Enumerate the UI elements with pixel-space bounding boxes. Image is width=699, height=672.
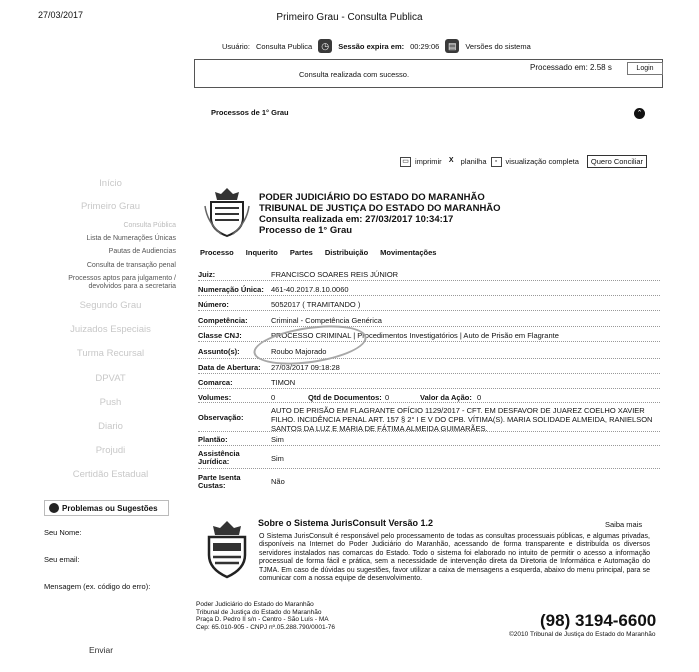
copyright: ©2010 Tribunal de Justiça do Estado do Maranhão xyxy=(509,631,656,638)
user-bar xyxy=(222,39,531,53)
observation-label: Observação: xyxy=(198,413,244,422)
submenu-pautas[interactable]: Pautas de Audiencias xyxy=(108,248,176,255)
subject-value: Roubo Majorado xyxy=(271,347,327,356)
number-label: Número: xyxy=(198,300,229,309)
field-row xyxy=(198,431,660,444)
versions-icon[interactable]: ▤ xyxy=(445,39,459,53)
observation-value: AUTO DE PRISÃO EM FLAGRANTE OFÍCIO 1129/2017 - CFT. EM DESFAVOR DE JUAREZ COELHO XAVIER FILHO. INCIDÊNCIA PENAL ART. 157 § 2° I E V DO CPB. VÍTIMA(S). MARIA SOLIDADE ALMEIDA, RANIELSON SANTOS DA LUZ E MARIA DE FÁTIMA ALMEIDA GUIMARÃES. xyxy=(271,406,653,433)
court-seal-icon xyxy=(203,186,251,238)
collapse-icon[interactable]: ⌃ xyxy=(634,108,645,119)
tab-partes[interactable]: Partes xyxy=(289,248,313,257)
menu-diario[interactable]: Diario xyxy=(98,421,123,432)
page-title: Primeiro Grau - Consulta Publica xyxy=(276,12,423,23)
tab-processo[interactable]: Processo xyxy=(200,248,234,257)
field-row xyxy=(198,326,660,340)
tab-inquerito[interactable]: Inquerito xyxy=(245,248,278,257)
field-row xyxy=(198,280,660,294)
field-row xyxy=(198,373,660,387)
field-row xyxy=(198,402,660,432)
processed-time: Processado em: 2.58 s xyxy=(530,63,612,72)
menu-inicio[interactable]: Início xyxy=(99,178,122,189)
court-line-2: TRIBUNAL DE JUSTIÇA DO ESTADO DO MARANHÃO xyxy=(259,203,501,214)
session-label: Sessão expira em: xyxy=(338,41,405,51)
conciliate-button[interactable]: Quero Conciliar xyxy=(587,155,647,168)
competence-value: Criminal - Competência Genérica xyxy=(271,316,382,325)
address-line-2: Tribunal de Justiça do Estado do Maranhão xyxy=(196,608,322,616)
opening-date-value: 27/03/2017 09:18:28 xyxy=(271,363,340,372)
menu-primeiro-grau[interactable]: Primeiro Grau xyxy=(80,201,141,212)
competence-label: Competência: xyxy=(198,316,248,325)
session-value: 00:29:06 xyxy=(410,41,440,51)
court-line-1: PODER JUDICIÁRIO DO ESTADO DO MARANHÃO xyxy=(259,192,485,203)
menu-certidao[interactable]: Certidão Estadual xyxy=(72,469,149,480)
opening-date-label: Data de Abertura: xyxy=(198,363,261,372)
court-line-3: Consulta realizada em: 27/03/2017 10:34:17 xyxy=(259,214,454,225)
process-tabs xyxy=(200,248,436,257)
volumes-value: 0 xyxy=(271,393,276,402)
field-row xyxy=(198,445,660,466)
judge-value: FRANCISCO SOARES REIS JÚNIOR xyxy=(271,270,399,279)
spreadsheet-link[interactable]: planilha xyxy=(460,157,487,166)
message-label: Mensagem (ex. código do erro): xyxy=(44,582,151,591)
cost-exempt-label-1: Parte Isenta xyxy=(198,473,241,482)
user-label: Usuário: xyxy=(222,41,250,51)
user-value: Consulta Publica xyxy=(255,41,313,51)
versions-link[interactable]: Versões do sistema xyxy=(465,41,531,51)
name-label: Seu Nome: xyxy=(44,528,82,537)
unique-number-label: Numeração Única: xyxy=(198,285,264,294)
address-line-4: Cep: 65.010-905 - CNPJ nº.05.288.790/0001-76 xyxy=(196,623,335,631)
print-icon[interactable]: ▭ xyxy=(400,157,411,167)
field-row xyxy=(198,388,660,402)
subject-label: Assunto(s): xyxy=(198,347,240,356)
class-label: Classe CNJ: xyxy=(198,331,242,340)
print-date: 27/03/2017 xyxy=(38,10,84,20)
submenu-devolvidos[interactable]: devolvidos para a secretaria xyxy=(88,283,176,290)
class-value: PROCESSO CRIMINAL | Procedimentos Investigatórios | Auto de Prisão em Flagrante xyxy=(271,331,559,340)
menu-push[interactable]: Push xyxy=(99,397,122,408)
legal-assistance-label-2: Jurídica: xyxy=(198,457,230,466)
field-row xyxy=(198,468,660,490)
full-view-icon[interactable]: ▫ xyxy=(491,157,502,167)
action-value-label: Valor da Ação: xyxy=(420,393,472,402)
address-block xyxy=(196,601,335,631)
print-link[interactable]: imprimir xyxy=(415,157,442,166)
volumes-label: Volumes: xyxy=(198,393,232,402)
field-row xyxy=(198,295,660,309)
duty-value: Sim xyxy=(271,435,284,444)
full-view-link[interactable]: visualização completa xyxy=(505,157,579,166)
district-label: Comarca: xyxy=(198,378,233,387)
learn-more-link[interactable]: Saiba mais xyxy=(605,520,643,529)
feedback-icon xyxy=(49,503,59,513)
address-line-1: Poder Judiciário do Estado do Maranhão xyxy=(196,601,314,608)
duty-label: Plantão: xyxy=(198,435,228,444)
success-message: Consulta realizada com sucesso. xyxy=(299,70,410,79)
district-value: TIMON xyxy=(271,378,296,387)
section-title: Processos de 1° Grau xyxy=(211,108,289,117)
about-text: O Sistema JurisConsult é responsável pelo processamento de todas as consultas processuais públicas, e algumas privadas, disponíveis na Internet do Poder Judiciário do Maranhão, acessando de forma transparente e distribuída os diversos servidores instalados nas comarcas do Estado. Todo o sistema foi elaborado no intuito de permitir o acesso a informação processual de forma fácil e prática, sem a necessidade de intervenção direta da Diretoria de Informática e Automação do TJMA. Em caso de dúvidas ou sugestões, favor utilizar a caixa de mensagens a esquerda, abaixo do menu principal, para se comunicar com a nossa equipe de desenvolvimento. xyxy=(259,533,650,583)
judge-label: Juiz: xyxy=(198,270,216,279)
tab-distribuicao[interactable]: Distribuição xyxy=(324,248,369,257)
email-label: Seu email: xyxy=(44,555,80,564)
number-value: 5052017 ( TRAMITANDO ) xyxy=(271,300,361,309)
court-header xyxy=(203,186,503,240)
submenu-consulta-publica[interactable]: Consulta Pública xyxy=(123,222,176,229)
toolbar xyxy=(400,155,647,168)
legal-assistance-value: Sim xyxy=(271,454,284,463)
menu-dpvat[interactable]: DPVAT xyxy=(95,373,126,384)
field-row xyxy=(198,310,660,325)
cost-exempt-label-2: Custas: xyxy=(198,481,226,490)
spreadsheet-icon[interactable]: X xyxy=(448,156,454,164)
court-seal-icon xyxy=(200,519,254,581)
menu-projudi[interactable]: Projudi xyxy=(95,445,126,456)
clock-icon: ◷ xyxy=(318,39,332,53)
phone-number: (98) 3194-6600 xyxy=(540,611,657,630)
court-line-4: Processo de 1° Grau xyxy=(259,225,353,236)
documents-value: 0 xyxy=(385,393,390,402)
submenu-numeracoes[interactable]: Lista de Numerações Únicas xyxy=(86,235,176,242)
cost-exempt-value: Não xyxy=(271,477,285,486)
action-value: 0 xyxy=(477,393,482,402)
submenu-transacao-penal[interactable]: Consulta de transação penal xyxy=(86,262,176,269)
unique-number-value: 461-40.2017.8.10.0060 xyxy=(271,285,349,294)
send-button[interactable]: Enviar xyxy=(89,645,114,655)
documents-label: Qtd de Documentos: xyxy=(308,393,382,402)
tab-movimentacoes[interactable]: Movimentações xyxy=(380,248,437,257)
menu-turma-recursal[interactable]: Turma Recursal xyxy=(76,348,145,359)
feedback-title: Problemas ou Sugestões xyxy=(62,503,158,513)
about-section xyxy=(196,513,660,653)
login-button[interactable]: Login xyxy=(627,62,663,75)
feedback-header xyxy=(44,500,169,516)
submenu-aptos-julgamento[interactable]: Processos aptos para julgamento / xyxy=(68,275,176,282)
about-title: Sobre o Sistema JurisConsult Versão 1.2 xyxy=(258,518,434,528)
menu-juizados[interactable]: Juizados Especiais xyxy=(70,324,151,335)
address-line-3: Praça D. Pedro II s/n - Centro - São Luís - MA xyxy=(196,616,329,623)
menu-segundo-grau[interactable]: Segundo Grau xyxy=(79,300,142,311)
legal-assistance-label-1: Assistência xyxy=(198,449,240,458)
